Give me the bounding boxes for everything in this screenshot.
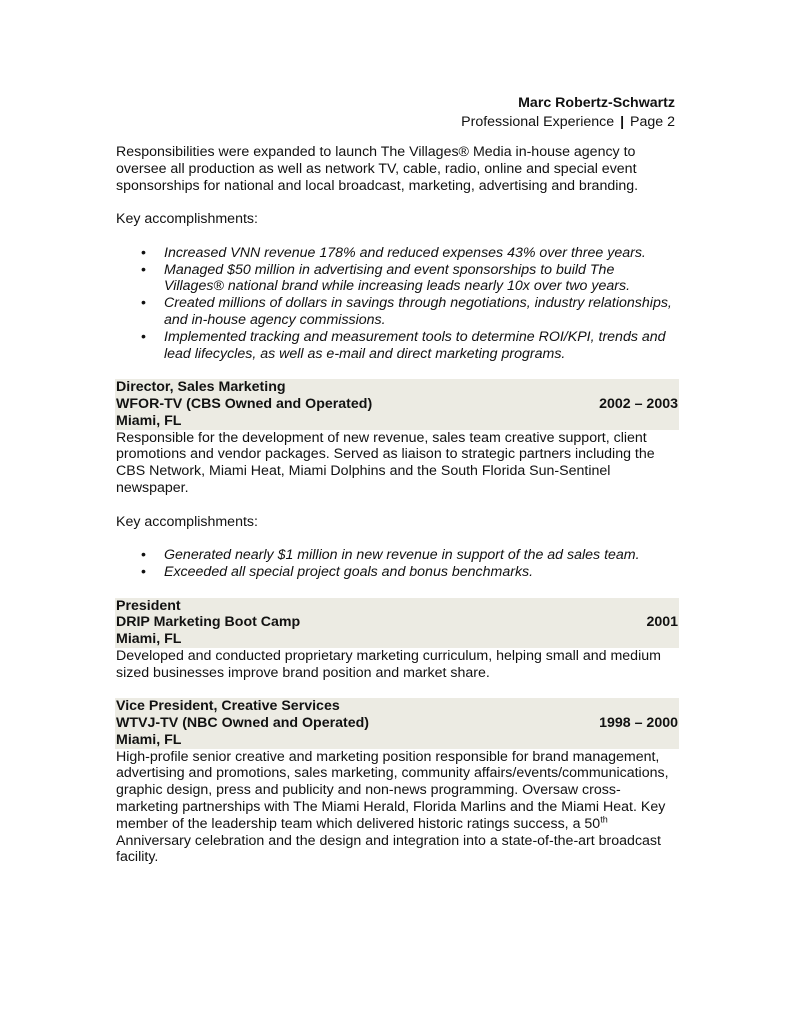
- accomplishment-text: Exceeded all special project goals and bonus benchmarks.: [164, 563, 534, 580]
- position-description: [116, 749, 678, 867]
- accomplishments-list: [116, 547, 678, 581]
- company-row: [116, 396, 678, 413]
- position-entry: [116, 379, 678, 581]
- accomplishment-item: [116, 547, 678, 564]
- position-header-band: [115, 379, 679, 429]
- resume-content: [116, 144, 678, 866]
- accomplishment-item: [116, 245, 678, 262]
- company-name: WTVJ-TV (NBC Owned and Operated): [116, 715, 370, 732]
- bullet-icon: •: [141, 563, 146, 580]
- position-title: Vice President, Creative Services: [116, 698, 340, 715]
- accomplishment-text: Created millions of dollars in savings through negotiations, industry relationships, and in-house agency commissions.: [164, 295, 672, 328]
- candidate-name: Marc Robertz-Schwartz: [518, 95, 675, 111]
- page-number: Page 2: [630, 114, 675, 130]
- position-dates: 2002 – 2003: [599, 395, 678, 412]
- position-title: President: [116, 597, 181, 614]
- bullet-icon: •: [141, 261, 146, 278]
- accomplishment-item: [116, 564, 678, 581]
- position-location: Miami, FL: [116, 412, 182, 429]
- accomplishment-text: Managed $50 million in advertising and event sponsorships to build The Villages® national brand while increasing leads nearly 10x over two years.: [164, 261, 631, 295]
- key-accomplishments-label: Key accomplishments:: [116, 211, 258, 228]
- position-description: Responsible for the development of new revenue, sales team creative support, client promotions and vendor packages. Served as liaison to strategic partners including the CBS Network, Miami Heat, Miami Dolphins and the South Florida Sun-Sentinel newspaper.: [116, 429, 655, 496]
- position-dates: 2001: [646, 614, 678, 631]
- accomplishment-text: Increased VNN revenue 178% and reduced expenses 43% over three years.: [164, 244, 646, 261]
- position-location: Miami, FL: [116, 631, 182, 648]
- position-header-band: [115, 698, 679, 748]
- position-description: Developed and conducted proprietary marketing curriculum, helping small and medium sized businesses improve brand position and market share.: [116, 647, 661, 681]
- position-entry: [116, 598, 678, 682]
- section-label: Professional Experience: [461, 114, 615, 130]
- ordinal-suffix: th: [600, 814, 608, 825]
- accomplishment-item: [116, 329, 678, 363]
- page-header: [461, 94, 675, 132]
- bullet-icon: •: [141, 328, 146, 345]
- accomplishments-list: [116, 245, 678, 363]
- bullet-icon: •: [141, 295, 146, 312]
- position-title: Director, Sales Marketing: [116, 379, 286, 396]
- bullet-icon: •: [141, 244, 146, 261]
- position-location: Miami, FL: [116, 731, 182, 748]
- description-text: Anniversary celebration and the design and integration into a state-of-the-art broadcast facility.: [116, 832, 661, 866]
- key-accomplishments-label: Key accomplishments:: [116, 513, 258, 530]
- accomplishment-item: [116, 295, 678, 329]
- company-row: [116, 715, 678, 732]
- intro-paragraph: Responsibilities were expanded to launch The Villages® Media in-house agency to oversee all production as well as network TV, cable, radio, online and special event sponsorships for national and local broadcast, marketing, advertising and branding.: [116, 144, 639, 194]
- position-header-band: [115, 598, 679, 648]
- bullet-icon: •: [141, 547, 146, 564]
- company-row: [116, 614, 678, 631]
- company-name: DRIP Marketing Boot Camp: [116, 614, 301, 631]
- accomplishment-text: Implemented tracking and measurement tools to determine ROI/KPI, trends and lead lifecycles, as well as e-mail and direct marketing programs.: [164, 328, 666, 362]
- accomplishment-item: [116, 262, 678, 296]
- position-entry: [116, 698, 678, 866]
- page-subtitle: [461, 113, 675, 132]
- company-name: WFOR-TV (CBS Owned and Operated): [116, 395, 373, 412]
- accomplishment-text: Generated nearly $1 million in new revenue in support of the ad sales team.: [164, 547, 640, 564]
- description-text: High-profile senior creative and marketing position responsible for brand management, advertising and promotions, sales marketing, community affairs/events/communications, graphic design, press and publicity and non-news programming. Oversaw cross-marketing partnerships with The Miami Herald, Florida Marlins and the Miami Heat. Key member of the leadership team which delivered historic ratings success, a 50: [116, 748, 669, 832]
- header-separator: |: [620, 114, 625, 130]
- position-dates: 1998 – 2000: [599, 715, 678, 732]
